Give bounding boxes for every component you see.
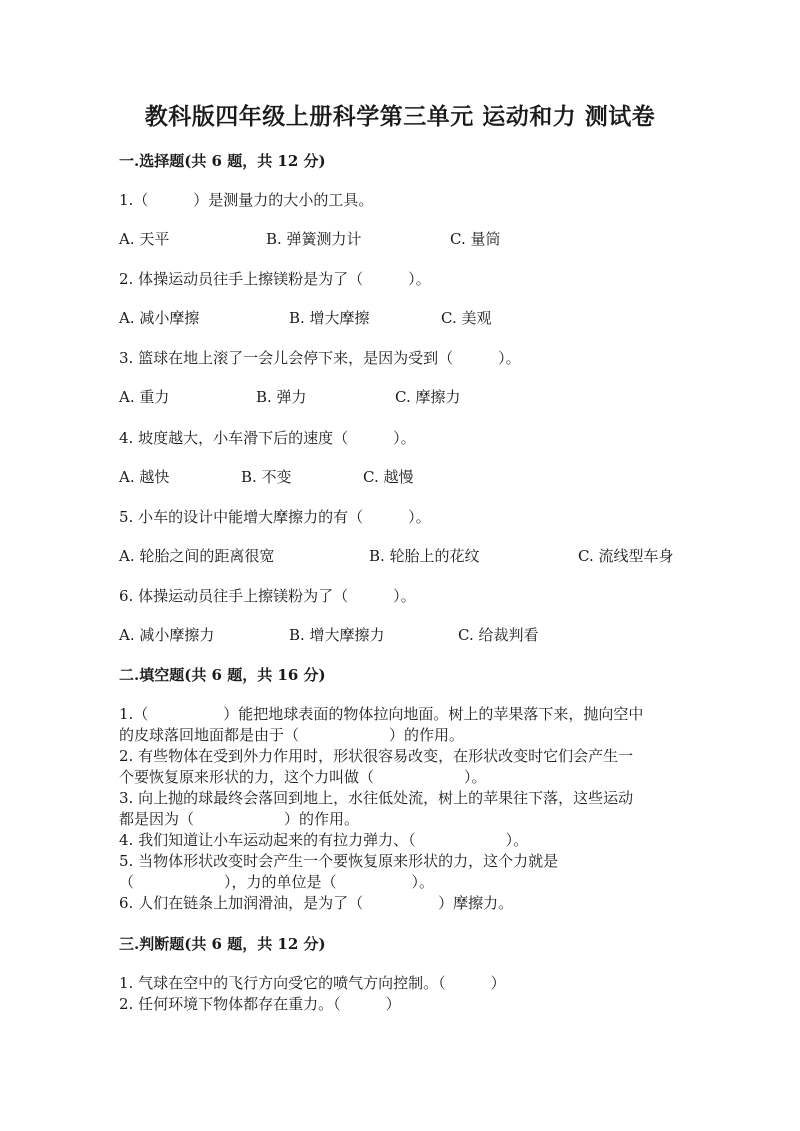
option-c: C. 摩擦力 — [395, 388, 461, 406]
fill-line: 都是因为（ ）的作用。 — [119, 810, 360, 828]
option-c: C. 流线型车身 — [578, 547, 674, 565]
option-b: B. 增大摩擦 — [289, 309, 370, 327]
option-row — [119, 545, 679, 565]
option-c: C. 量筒 — [450, 230, 501, 248]
fill-line: 1.（ ）能把地球表面的物体拉向地面。树上的苹果落下来，抛向空中 — [119, 705, 644, 723]
fill-line: 2. 有些物体在受到外力作用时，形状很容易改变，在形状改变时它们会产生一 — [119, 747, 634, 765]
option-row — [119, 307, 679, 327]
question-text: 6. 体操运动员往手上擦镁粉为了（ ）。 — [119, 587, 416, 605]
option-b: B. 不变 — [241, 468, 292, 486]
section-heading-judge: 三.判断题(共 6 题，共 12 分) — [119, 935, 326, 953]
question-text: 3. 篮球在地上滚了一会儿会停下来，是因为受到（ ）。 — [119, 349, 521, 367]
option-row — [119, 228, 679, 248]
fill-line: 3. 向上抛的球最终会落回到地上，水往低处流，树上的苹果往下落，这些运动 — [119, 789, 634, 807]
question-text: 4. 坡度越大，小车滑下后的速度（ ）。 — [119, 429, 416, 447]
option-row — [119, 624, 679, 644]
option-b: B. 弹力 — [256, 388, 307, 406]
option-row — [119, 466, 679, 486]
fill-line: 的皮球落回地面都是由于（ ）的作用。 — [119, 726, 465, 744]
option-c: C. 给裁判看 — [458, 626, 539, 644]
question-text: 5. 小车的设计中能增大摩擦力的有（ ）。 — [119, 508, 431, 526]
option-c: C. 美观 — [441, 309, 492, 327]
option-a: A. 减小摩擦力 — [119, 626, 215, 644]
option-b: B. 增大摩擦力 — [289, 626, 385, 644]
fill-line: （ ），力的单位是（ ）。 — [119, 873, 435, 891]
fill-line: 5. 当物体形状改变时会产生一个要恢复原来形状的力，这个力就是 — [119, 852, 559, 870]
fill-line: 4. 我们知道让小车运动起来的有拉力弹力、（ ）。 — [119, 831, 529, 849]
section-heading-fill: 二.填空题(共 6 题，共 16 分) — [119, 666, 326, 684]
option-a: A. 天平 — [119, 230, 170, 248]
option-c: C. 越慢 — [363, 468, 414, 486]
option-a: A. 轮胎之间的距离很宽 — [119, 547, 275, 565]
judge-line: 2. 任何环境下物体都存在重力。（ ） — [119, 995, 401, 1013]
option-a: A. 减小摩擦 — [119, 309, 200, 327]
option-b: B. 轮胎上的花纹 — [369, 547, 480, 565]
option-a: A. 越快 — [119, 468, 170, 486]
question-text: 2. 体操运动员往手上擦镁粉是为了（ ）。 — [119, 270, 431, 288]
section-heading-choice: 一.选择题(共 6 题，共 12 分) — [119, 152, 326, 170]
option-a: A. 重力 — [119, 388, 170, 406]
judge-line: 1. 气球在空中的飞行方向受它的喷气方向控制。（ ） — [119, 974, 506, 992]
fill-line: 6. 人们在链条上加润滑油，是为了（ ）摩擦力。 — [119, 894, 514, 912]
option-row — [119, 386, 679, 406]
page-title: 教科版四年级上册科学第三单元 运动和力 测试卷 — [144, 103, 656, 130]
fill-line: 个要恢复原来形状的力，这个力叫做（ ）。 — [119, 768, 487, 786]
option-b: B. 弹簧测力计 — [266, 230, 362, 248]
question-text: 1.（ ）是测量力的大小的工具。 — [119, 191, 374, 209]
